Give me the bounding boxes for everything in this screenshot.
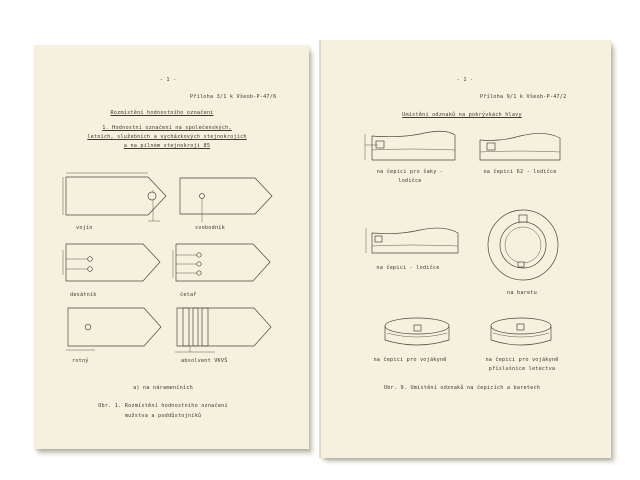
label-desatnik: desátník xyxy=(70,292,97,298)
left-section-title-2: letních, služebních a vycházkových stejnokrojích xyxy=(87,134,247,140)
beret-drawing xyxy=(488,210,558,280)
label-letectva-1: na čepici pro vojákyně xyxy=(485,357,559,363)
cap-saky-drawing xyxy=(365,131,455,160)
label-cepice-saky-2: lodičce xyxy=(398,178,422,184)
right-page-header: Příloha 9/1 k Všeob-P-47/2 xyxy=(480,94,567,100)
label-cepici-lodicce: na čepici - lodičce xyxy=(376,265,440,271)
cap-62-drawing xyxy=(480,133,560,160)
left-page-title: Rozmístění hodnostního označení xyxy=(110,110,214,116)
left-caption-2: mužstva a poddůstojníků xyxy=(124,413,202,419)
label-svobodnik: svobodník xyxy=(195,225,225,231)
label-cepice-62: na čepici 62 - lodičce xyxy=(483,169,557,175)
label-vojin: vojín xyxy=(76,225,93,231)
cap-vojakyne-drawing xyxy=(385,318,449,345)
left-page-number: - 1 - xyxy=(159,77,177,83)
label-baretu: na baretu xyxy=(507,290,537,296)
right-page-title: Umístění odznaků na pokrývkách hlavy xyxy=(402,112,522,118)
left-section-title-1: 1. Hodnostní označení na společenských, xyxy=(102,125,232,131)
cap-letectva-drawing xyxy=(491,318,551,345)
left-caption-1: Obr. 1. Rozmístění hodnostního označení xyxy=(98,403,228,409)
left-section-title-3: a na pilném stejnokroji 85 xyxy=(123,143,211,149)
label-cepice-saky-1: na čepici pro šaky - xyxy=(376,169,444,175)
right-page-number: - 1 - xyxy=(456,77,474,83)
cap-lodicce-drawing xyxy=(366,228,458,253)
left-caption-sub: a) na nárameníních xyxy=(133,385,193,391)
right-caption: Obr. 9. Umístění odznaků na čepicích a baretech xyxy=(383,385,541,391)
label-letectva-2: příslušnice letectva xyxy=(488,366,556,372)
label-rotny: rotný xyxy=(72,358,89,364)
left-page-header: Příloha 3/1 k Všeob-P-47/6 xyxy=(190,94,277,100)
label-absolvent: absolvent VKVŠ xyxy=(181,358,228,364)
label-cetar: četař xyxy=(180,292,197,298)
label-vojakyne: na čepici pro vojákyně xyxy=(373,357,447,363)
